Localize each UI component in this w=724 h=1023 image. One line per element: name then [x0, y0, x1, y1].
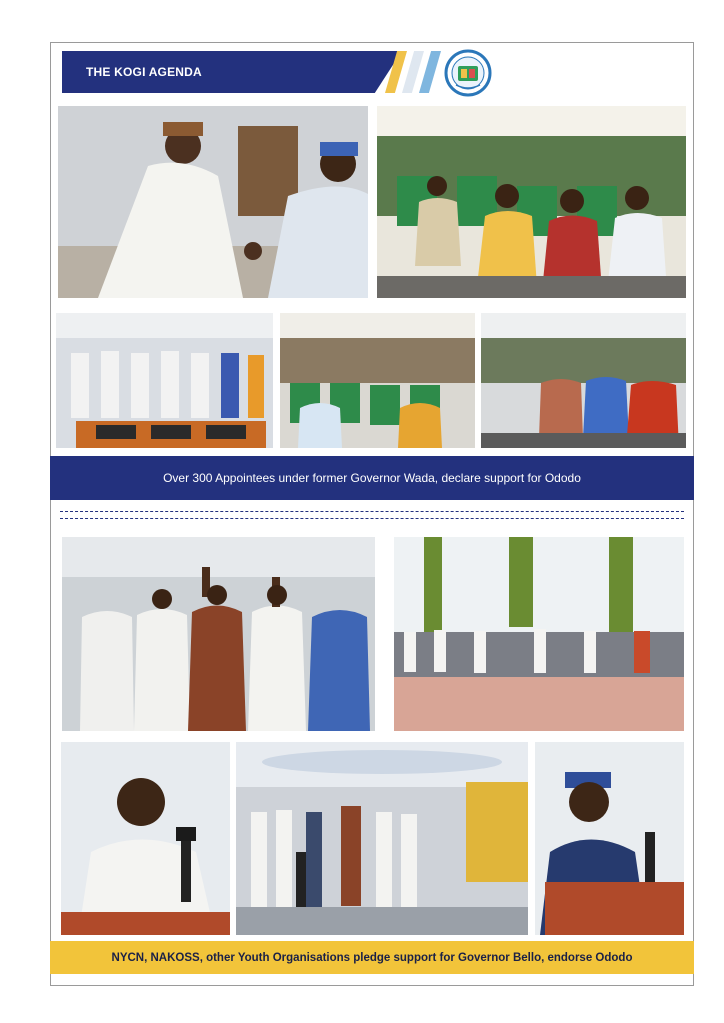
section-caption-youth: NYCN, NAKOSS, other Youth Organisations pledge support for Governor Bello, endorse Ododo — [50, 941, 694, 974]
photo-speaker-microphone-left — [61, 742, 230, 935]
section-divider — [60, 518, 684, 519]
photo-hall-standing-crowd — [236, 742, 528, 935]
section-caption-appointees: Over 300 Appointees under former Governor Wada, declare support for Ododo — [50, 456, 694, 500]
photo-seated-audience — [377, 106, 686, 298]
photo-raised-fists — [62, 537, 375, 731]
photo-audience-right — [481, 313, 686, 448]
section-divider — [60, 511, 684, 512]
photo-handshake — [58, 106, 368, 298]
photo-standing-group-hall — [56, 313, 273, 448]
kogi-state-seal-icon — [444, 49, 492, 97]
photo-outdoor-group — [394, 537, 684, 731]
photo-green-chairs-audience — [280, 313, 475, 448]
photo-speaker-microphone-right — [535, 742, 684, 935]
masthead-title: THE KOGI AGENDA — [86, 65, 202, 79]
